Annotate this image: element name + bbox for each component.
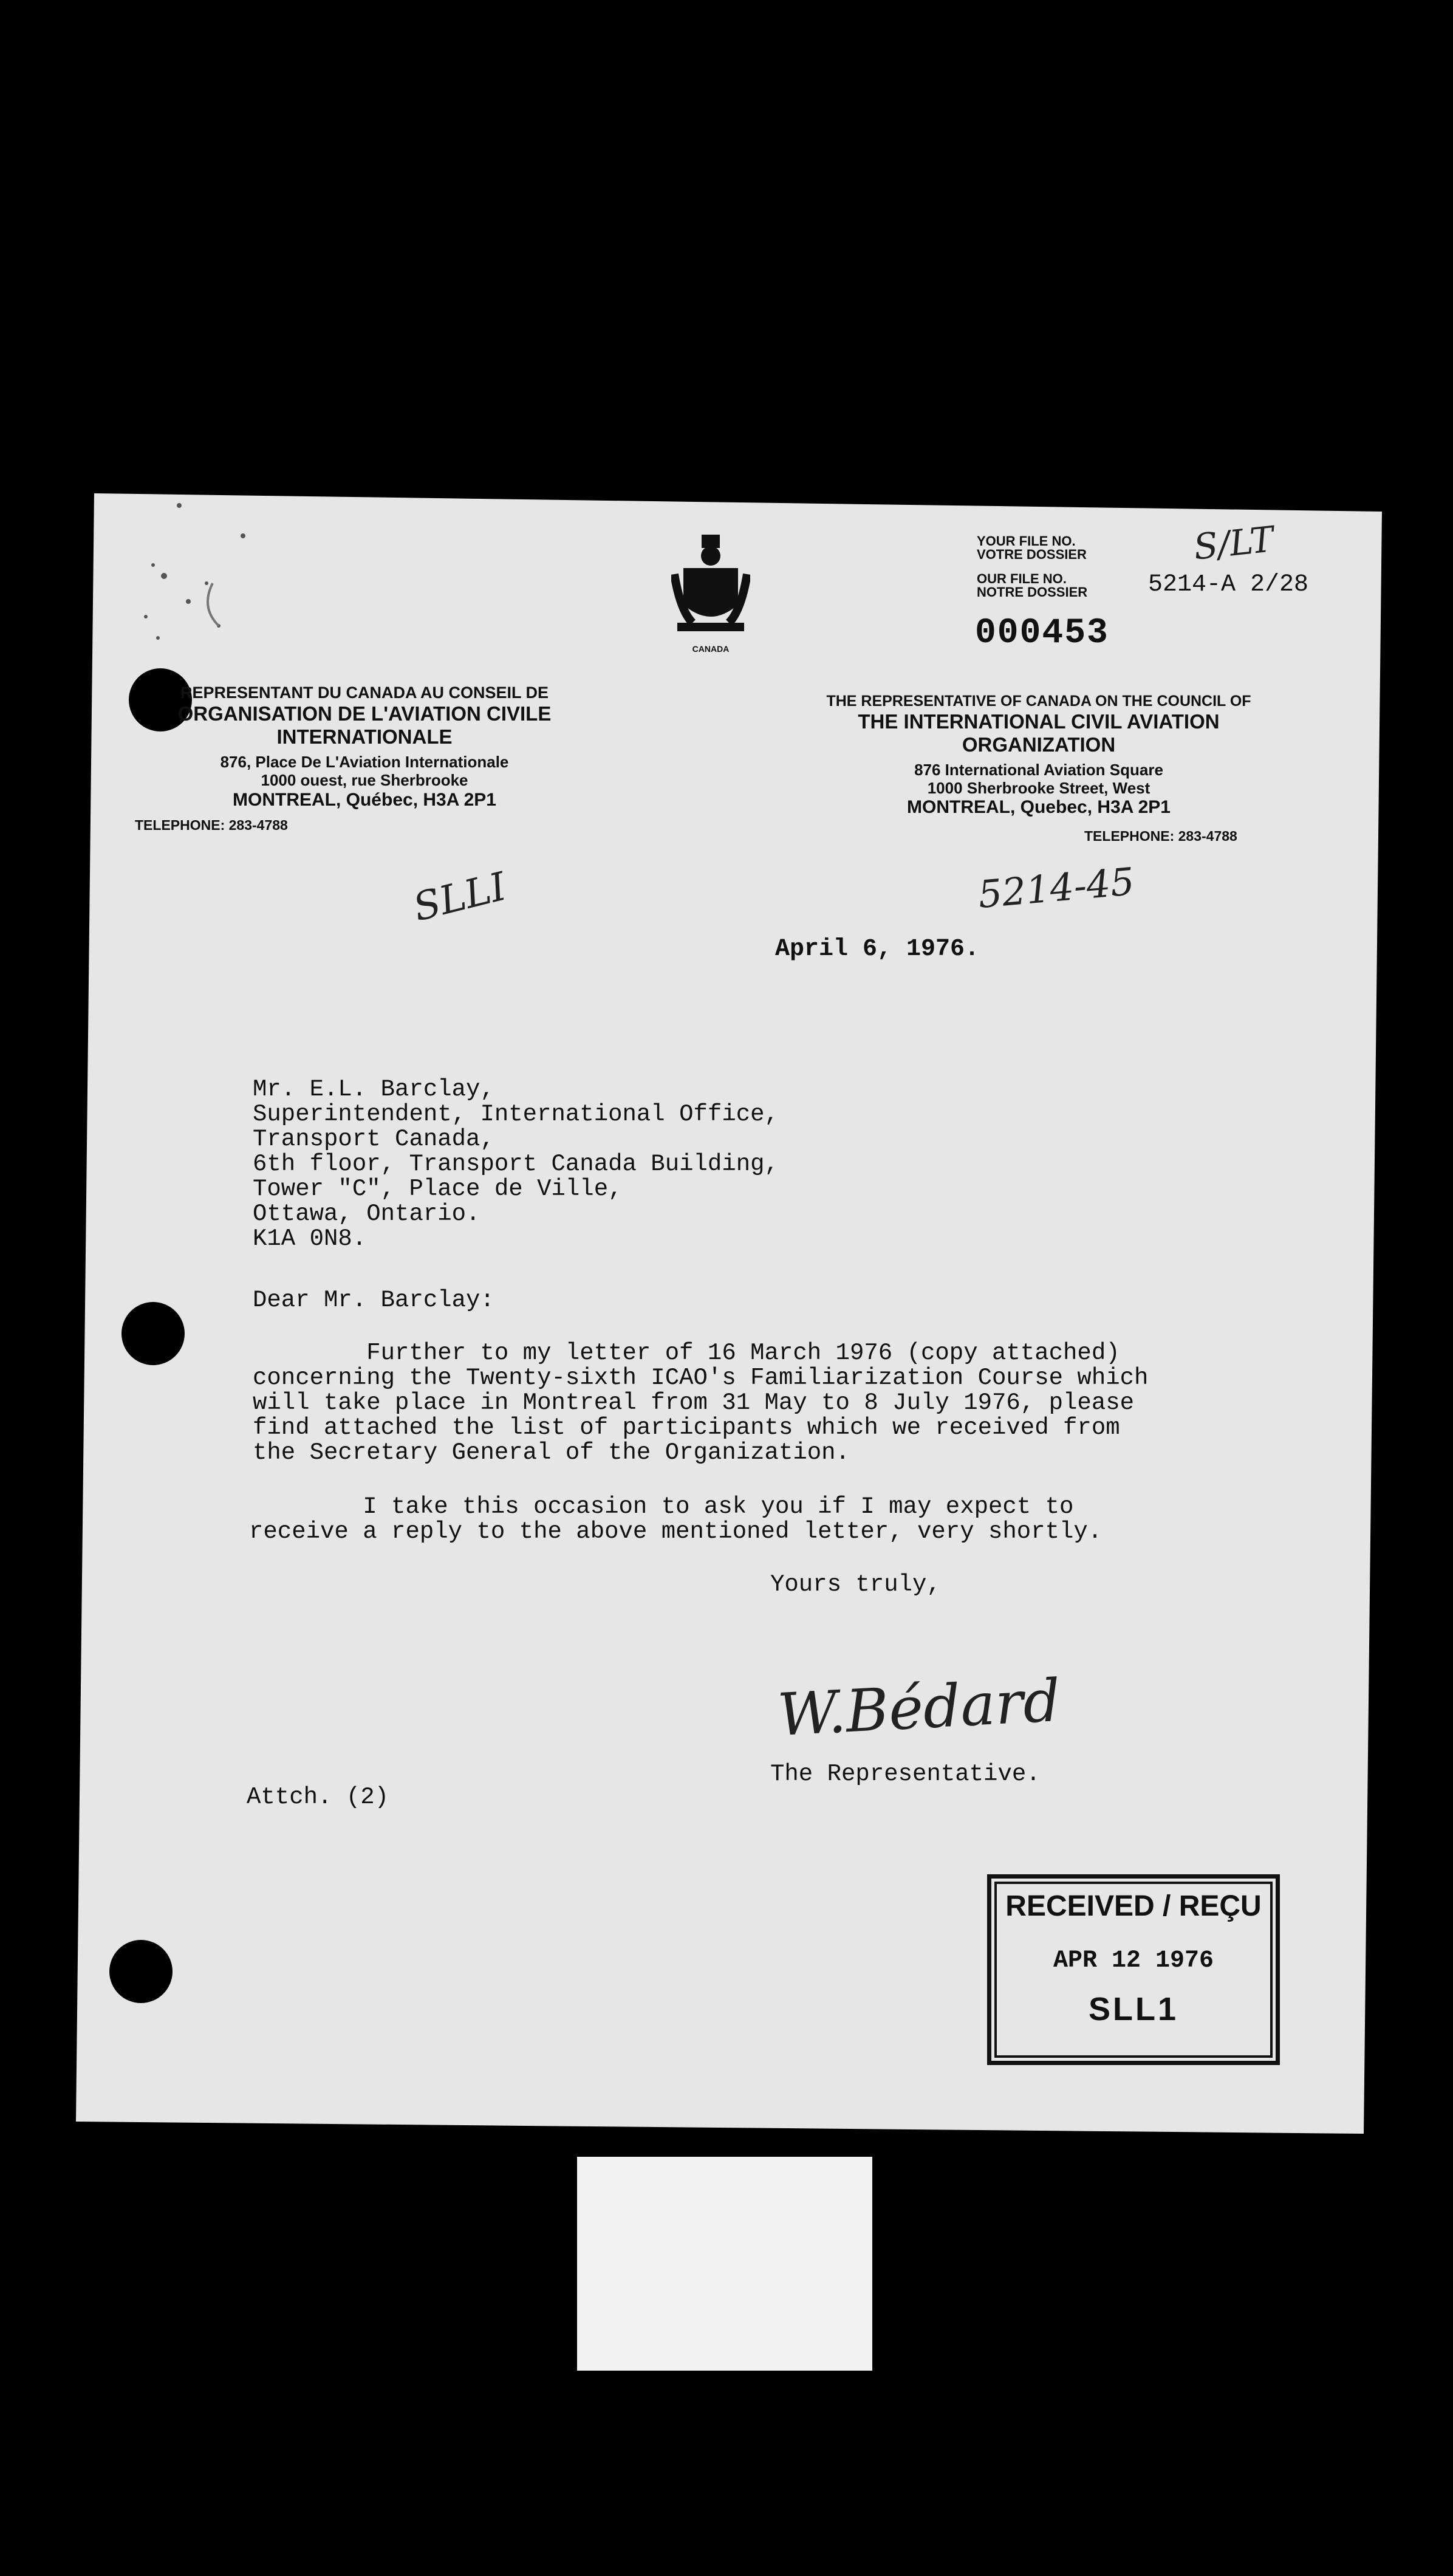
your-file-label xyxy=(977,535,1087,561)
blank-card xyxy=(577,2157,872,2371)
stamp-code: SLL1 xyxy=(1088,1991,1179,2027)
closing: Yours truly, xyxy=(770,1571,941,1598)
paragraph-2 xyxy=(249,1495,1102,1544)
paragraph-line: find attached the list of participants which we received from xyxy=(253,1414,1120,1441)
header-fr-address2: 1000 ouest, rue Sherbrooke xyxy=(261,770,468,789)
address-line: 6th floor, Transport Canada Building, xyxy=(253,1151,779,1177)
letter-date: April 6, 1976. xyxy=(775,936,980,963)
binder-hole-bottom xyxy=(109,1940,173,2003)
paragraph-1 xyxy=(253,1341,1148,1465)
handwritten-note-right: 5214-45 xyxy=(976,858,1137,917)
document-number: 000453 xyxy=(975,614,1109,653)
speckle-marks xyxy=(121,498,279,656)
address-line: Superintendent, International Office, xyxy=(253,1101,779,1128)
our-file-label-fr: NOTRE DOSSIER xyxy=(977,584,1088,600)
canada-crest xyxy=(668,532,753,654)
attachment-note: Attch. (2) xyxy=(247,1784,389,1810)
handwritten-file-mark: S/LT xyxy=(1191,518,1276,568)
paragraph-line: the Secretary General of the Organization. xyxy=(253,1439,850,1466)
header-english xyxy=(781,693,1297,818)
stamp-date: APR 12 1976 xyxy=(1053,1947,1214,1975)
header-fr-address1: 876, Place De L'Aviation Internationale xyxy=(220,752,509,771)
header-fr-line1: REPRESENTANT DU CANADA AU CONSEIL DE xyxy=(180,683,549,702)
your-file-label-fr: VOTRE DOSSIER xyxy=(977,547,1087,562)
header-en-phone: TELEPHONE: 283-4788 xyxy=(1084,828,1237,844)
paragraph-line: will take place in Montreal from 31 May to 8 July 1976, please xyxy=(253,1389,1135,1416)
stamp-title: RECEIVED / REÇU xyxy=(1005,1890,1262,1922)
salutation: Dear Mr. Barclay: xyxy=(253,1287,494,1314)
header-en-address1: 876 International Aviation Square xyxy=(914,760,1163,779)
header-fr-city: MONTREAL, Québec, H3A 2P1 xyxy=(233,789,496,810)
header-en-line3: ORGANIZATION xyxy=(962,733,1116,756)
recipient-address xyxy=(253,1077,779,1252)
address-line: Tower "C", Place de Ville, xyxy=(253,1176,623,1202)
coat-of-arms-icon xyxy=(671,532,750,641)
header-french xyxy=(131,683,598,810)
paragraph-line: concerning the Twenty-sixth ICAO's Familiarization Course which xyxy=(253,1365,1149,1391)
paragraph-line: receive a reply to the above mentioned letter, very shortly. xyxy=(249,1518,1103,1545)
header-fr-phone: TELEPHONE: 283-4788 xyxy=(135,817,288,833)
your-file-label-en: YOUR FILE NO. xyxy=(977,533,1076,549)
our-file-number: 5214-A 2/28 xyxy=(1148,571,1309,598)
header-en-city: MONTREAL, Quebec, H3A 2P1 xyxy=(907,797,1171,818)
paragraph-line: Further to my letter of 16 March 1976 (copy attached) xyxy=(253,1340,1120,1366)
address-line: K1A 0N8. xyxy=(253,1225,367,1252)
address-line: Mr. E.L. Barclay, xyxy=(253,1076,494,1103)
header-en-line2: THE INTERNATIONAL CIVIL AVIATION xyxy=(858,710,1220,733)
signatory-title: The Representative. xyxy=(770,1761,1041,1787)
paragraph-line: I take this occasion to ask you if I may expect to xyxy=(249,1493,1074,1520)
header-en-address2: 1000 Sherbrooke Street, West xyxy=(927,778,1150,797)
address-line: Transport Canada, xyxy=(253,1126,494,1153)
crest-caption: CANADA xyxy=(692,644,730,654)
received-stamp xyxy=(987,1874,1280,2065)
handwritten-note-left: SLLI xyxy=(409,864,511,931)
header-fr-line2: ORGANISATION DE L'AVIATION CIVILE xyxy=(177,702,552,725)
header-en-line1: THE REPRESENTATIVE OF CANADA ON THE COUNCIL OF xyxy=(826,693,1251,710)
our-file-label-en: OUR FILE NO. xyxy=(977,571,1067,586)
signature: W.Bédard xyxy=(776,1666,1062,1750)
binder-hole-middle xyxy=(121,1302,185,1365)
address-line: Ottawa, Ontario. xyxy=(253,1201,480,1227)
our-file-label xyxy=(977,572,1087,599)
header-fr-line3: INTERNATIONALE xyxy=(276,725,453,748)
